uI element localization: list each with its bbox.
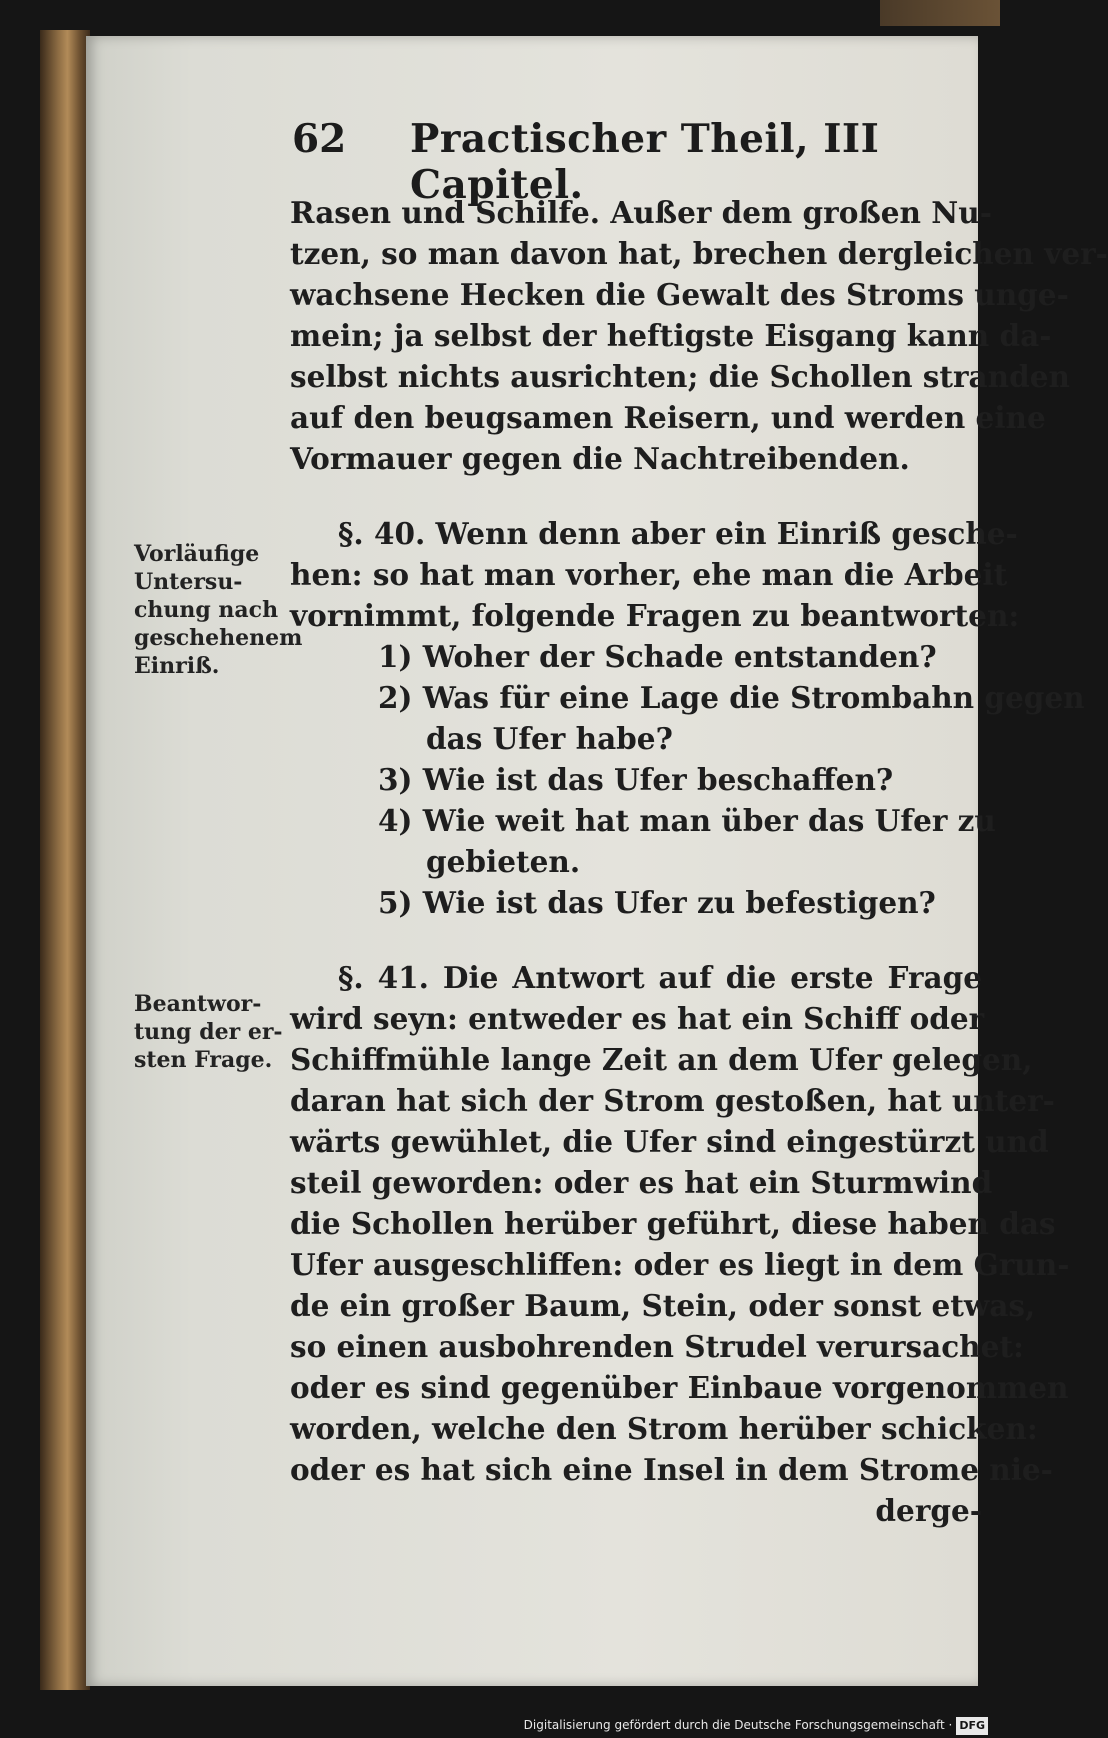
body-text xyxy=(290,192,1108,1531)
margin-note-line: geschehenem xyxy=(134,625,303,651)
section-40-heading: §. 40. Wenn denn aber ein Einriß gesche- xyxy=(338,516,1018,551)
margin-note-line: Untersu- xyxy=(134,569,243,595)
margin-note-line: Einriß. xyxy=(134,653,220,679)
credit-text: Digitalisierung gefördert durch die Deutsche Forschungsgemeinschaft · xyxy=(523,1718,953,1732)
section-41-heading: §. 41. Die Antwort auf die erste Frage xyxy=(338,960,982,995)
text-line: wird seyn: entweder es hat ein Schiff oder xyxy=(290,1001,985,1036)
text-line: wärts gewühlet, die Ufer sind eingestürzt und xyxy=(290,1124,1049,1159)
question-item-cont: das Ufer habe? xyxy=(426,721,673,756)
text-line: oder es sind gegenüber Einbaue vorgenommen xyxy=(290,1370,1069,1405)
question-item-cont: gebieten. xyxy=(426,844,581,879)
text-line: mein; ja selbst der heftigste Eisgang kann da- xyxy=(290,318,1052,353)
text-line: de ein großer Baum, Stein, oder sonst etwas, xyxy=(290,1288,1036,1323)
running-header xyxy=(292,112,932,208)
text-line: hen: so hat man vorher, ehe man die Arbeit xyxy=(290,557,1008,592)
book-spine xyxy=(40,30,90,1690)
margin-note-line: tung der er- xyxy=(134,1019,283,1045)
question-item: 4) Wie weit hat man über das Ufer zu xyxy=(378,803,996,838)
text-line: selbst nichts ausrichten; die Schollen stranden xyxy=(290,359,1070,394)
running-title: Practischer Theil, III Capitel. xyxy=(410,116,880,208)
text-line: vornimmt, folgende Fragen zu beantworten: xyxy=(290,598,1020,633)
text-line: Vormauer gegen die Nachtreibenden. xyxy=(290,441,910,476)
digitization-credit xyxy=(524,1716,988,1734)
text-line: steil geworden: oder es hat ein Sturmwind xyxy=(290,1165,993,1200)
text-line: wachsene Hecken die Gewalt des Stroms unge- xyxy=(290,277,1069,312)
text-line: so einen ausbohrenden Strudel verursachet: xyxy=(290,1329,1024,1364)
question-item: 2) Was für eine Lage die Strombahn gegen xyxy=(378,680,1085,715)
dfg-logo: DFG xyxy=(956,1717,988,1735)
text-line: Rasen und Schilfe. Außer dem großen Nu- xyxy=(290,195,992,230)
text-line: Ufer ausgeschliffen: oder es liegt in dem Grun- xyxy=(290,1247,1070,1282)
margin-note-2 xyxy=(134,990,284,1074)
catchword: derge- xyxy=(875,1493,982,1528)
question-item: 1) Woher der Schade entstanden? xyxy=(378,639,937,674)
question-item: 5) Wie ist das Ufer zu befestigen? xyxy=(378,885,936,920)
text-line: worden, welche den Strom herüber schicken: xyxy=(290,1411,1038,1446)
text-line: die Schollen herüber geführt, diese haben das xyxy=(290,1206,1056,1241)
question-item: 3) Wie ist das Ufer beschaffen? xyxy=(378,762,894,797)
margin-note-line: Vorläufige xyxy=(134,541,260,567)
text-line: auf den beugsamen Reisern, und werden eine xyxy=(290,400,1046,435)
margin-note-line: sten Frage. xyxy=(134,1047,273,1073)
text-line: daran hat sich der Strom gestoßen, hat unter- xyxy=(290,1083,1055,1118)
book-edge xyxy=(880,0,1000,26)
margin-note-line: Beantwor- xyxy=(134,991,262,1017)
text-line: tzen, so man davon hat, brechen dergleichen ver- xyxy=(290,236,1108,271)
text-line: oder es hat sich eine Insel in dem Strome nie- xyxy=(290,1452,1053,1487)
margin-note-line: chung nach xyxy=(134,597,279,623)
margin-note-1 xyxy=(134,540,303,680)
text-line: Schiffmühle lange Zeit an dem Ufer gelegen, xyxy=(290,1042,1033,1077)
page-number: 62 xyxy=(292,116,347,162)
